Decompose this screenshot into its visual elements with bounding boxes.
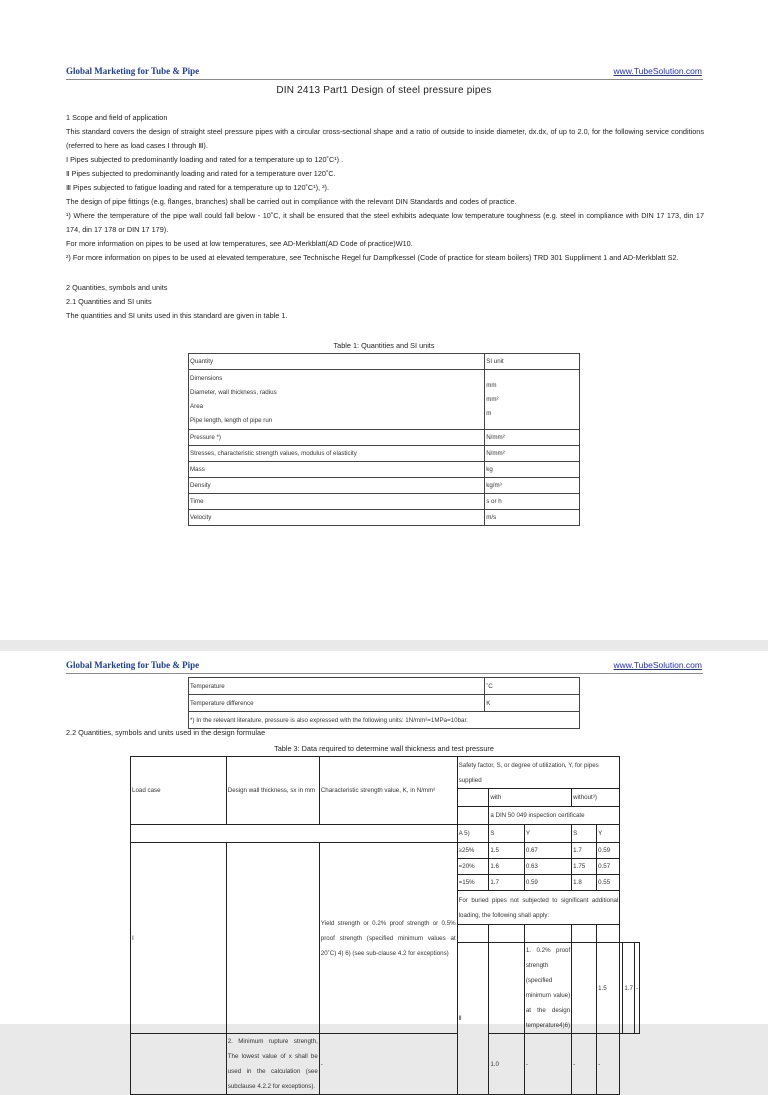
table-row: [189, 478, 580, 494]
header-divider: [66, 673, 703, 674]
table-cell: 1.5: [597, 943, 620, 1034]
table-cell: Quantity: [189, 354, 485, 370]
table-cell: -: [597, 1034, 620, 1095]
table-cell: [524, 925, 571, 943]
header-cell: Safety factor, S, or degree of utilization, Y, for pipes supplied: [457, 757, 620, 789]
table-cell: 0.55: [597, 875, 620, 891]
table-row: [189, 678, 580, 695]
table-cell: [489, 925, 525, 943]
table-cell: ˚C: [485, 678, 580, 695]
table-cell: -: [634, 943, 639, 1034]
table-cell: Density: [189, 478, 485, 494]
cell-line: mm²: [486, 395, 499, 403]
table-row: [189, 430, 580, 446]
header-cell: without³): [572, 789, 620, 807]
cell-line: Area: [190, 402, 204, 410]
table-row: [189, 462, 580, 478]
page-title: DIN 2413 Part1 Design of steel pressure pipes: [276, 85, 492, 96]
table-cell: kg: [485, 462, 580, 478]
header-company: Global Marketing for Tube & Pipe: [66, 66, 200, 76]
table-cell: kg/m³: [485, 478, 580, 494]
table-row: [189, 712, 580, 729]
table-row: [189, 446, 580, 462]
table-cell: [131, 825, 458, 843]
table-cell: [457, 807, 489, 825]
document-page-2: [0, 651, 768, 1090]
table-cell: -: [524, 1034, 571, 1095]
table-cell: [597, 925, 620, 943]
table-cell: Velocity: [189, 510, 485, 526]
table-cell: 0.57: [597, 859, 620, 875]
table-cell: [457, 789, 489, 807]
paragraph: The quantities and SI units used in this standard are given in table 1.: [66, 311, 288, 320]
subsection-heading: 2.1 Quantities and SI units: [66, 297, 152, 306]
paragraph: Ⅲ Pipes subjected to fatigue loading and rated for a temperature up to 120˚C¹), ²).: [66, 183, 330, 192]
header-cell: with: [489, 789, 572, 807]
table-cell: 1.6: [489, 859, 525, 875]
table-caption: Table 3: Data required to determine wall thickness and test pressure: [274, 744, 494, 753]
table-cell: [131, 1034, 227, 1095]
header-website-link[interactable]: www.TubeSolution.com: [613, 66, 702, 76]
table-cell: 0.59: [524, 875, 571, 891]
paragraph: Ⅰ Pipes subjected to predominantly loading and rated for a temperature up to 120˚C¹) .: [66, 155, 344, 164]
table-cell: Pressure *): [189, 430, 485, 446]
load-case-cell: Ⅱ: [457, 943, 489, 1095]
header-cell: Characteristic strength value, K, in N/mm²: [319, 757, 457, 825]
paragraph: Ⅱ Pipes subjected to predominantly loading and rated for a temperature over 120˚C.: [66, 169, 336, 178]
table-cell: [485, 370, 580, 430]
table-cell: 0.63: [524, 859, 571, 875]
table-cell: SI unit: [485, 354, 580, 370]
table-row: [131, 825, 640, 843]
section-heading: 2 Quantities, symbols and units: [66, 283, 168, 292]
units-table-continued: [188, 677, 580, 729]
table-cell: -: [572, 1034, 597, 1095]
table-caption: Table 1: Quantities and SI units: [333, 341, 435, 350]
table-cell: [457, 925, 489, 943]
paragraph: The design of pipe fittings (e.g. flanges, branches) shall be carried out in compliance with the relevant DIN Standards and codes of practice.: [66, 197, 517, 206]
table-cell: 0.67: [524, 843, 571, 859]
table-cell: N/mm²: [485, 446, 580, 462]
header-cell: Y: [597, 825, 620, 843]
table-cell: 1.0: [489, 1034, 525, 1095]
table-cell: =20%: [457, 859, 489, 875]
table-cell: [226, 843, 319, 1034]
section-heading: 2.2 Quantities, symbols and units used in the design formulae: [66, 728, 266, 737]
load-case-cell: Ⅰ: [131, 843, 227, 1034]
table-row: [189, 354, 580, 370]
table-footnote: *) In the relevant literature, pressure is also expressed with the following units: 1N/mm²=1MPa=10bar.: [189, 712, 580, 729]
table-cell: 1.75: [572, 859, 597, 875]
header-cell: S: [572, 825, 597, 843]
strength-cell: 1. 0.2% proof strength (specified minimum value) at the design temperature4)6): [524, 943, 571, 1034]
cell-line: Dimensions: [190, 374, 223, 382]
table-cell: Time: [189, 494, 485, 510]
table-row: [189, 510, 580, 526]
header-divider: [66, 79, 703, 80]
table-cell: Mass: [189, 462, 485, 478]
header-cell: Load case: [131, 757, 227, 825]
header-website-link[interactable]: www.TubeSolution.com: [613, 660, 702, 670]
table-cell: N/mm²: [485, 430, 580, 446]
cell-line: mm: [486, 381, 497, 389]
table-cell: s or h: [485, 494, 580, 510]
buried-pipes-note: For buried pipes not subjected to significant additional loading, the following shall apply:: [457, 891, 620, 925]
cell-line: Pipe length, length of pipe run: [190, 416, 273, 424]
table-cell: [189, 370, 485, 430]
paragraph: For more information on pipes to be used at low temperatures, see AD-Merkblatt(AD Code of practice)W10.: [66, 239, 413, 248]
header-cell: Design wall thickness, sx in mm: [226, 757, 319, 825]
header-cell: a DIN 50 049 inspection certificate: [489, 807, 620, 825]
table-cell: 1.5: [489, 843, 525, 859]
wall-thickness-table: [130, 756, 640, 1095]
cell-line: m: [486, 409, 492, 417]
units-table: [188, 353, 580, 526]
table-row: [131, 757, 640, 789]
header-cell: S: [489, 825, 525, 843]
paragraph: ²) For more information on pipes to be used at elevated temperature, see Technische Regel fur Dampfkessel (Code of practice for steam boilers) TRD 301 Suppliment 1 and AD-Merkblatt S2.: [66, 253, 679, 262]
table-cell: ≥25%: [457, 843, 489, 859]
table-row: [189, 494, 580, 510]
table-cell: Stresses, characteristic strength values, modulus of elasticity: [189, 446, 485, 462]
table-cell: 1.8: [572, 875, 597, 891]
table-row: [131, 843, 640, 859]
strength-cell: Yield strength or 0.2% proof strength or 0.5% proof strength (specified minimum values at 20˚C) 4) 6) (see sub-clause 4.2 for exceptions): [319, 843, 457, 1034]
table-cell: Temperature: [189, 678, 485, 695]
cell-line: Diameter, wall thickness, radius: [190, 388, 277, 396]
header-company: Global Marketing for Tube & Pipe: [66, 660, 200, 670]
table-row: [189, 370, 580, 430]
table-cell: [572, 943, 597, 1034]
table-cell: m/s: [485, 510, 580, 526]
table-cell: [489, 943, 525, 1034]
header-cell: Y: [524, 825, 571, 843]
strength-cell: 2. Minimum rupture strength, The lowest value of x shall be used in the calculation (see subclause 4.2.2 for exceptions).: [226, 1034, 319, 1095]
table-row: [131, 1034, 640, 1095]
paragraph: ¹) Where the temperature of the pipe wall could fall below - 10˚C, it shall be ensured that the steel exhibits adequate low temperature toughness (e.g. steel in compliance with DIN 17 173, din 17 174, din 17 178 or DIN 17 179).: [66, 211, 704, 234]
table-cell: 0.59: [597, 843, 620, 859]
header-cell: A 5): [457, 825, 489, 843]
table-cell: Temperature difference: [189, 695, 485, 712]
table-cell: 1.7: [572, 843, 597, 859]
table-cell: [572, 925, 597, 943]
table-cell: =15%: [457, 875, 489, 891]
table-row: [189, 695, 580, 712]
table-cell: -: [319, 1034, 457, 1095]
section-heading: 1 Scope and field of application: [66, 113, 168, 122]
table-cell: K: [485, 695, 580, 712]
table-cell: 1.7: [489, 875, 525, 891]
table-cell: 1.7: [623, 943, 635, 1034]
paragraph: This standard covers the design of straight steel pressure pipes with a circular cross-sectional shape and a ratio of outside to inside diameter, dx.dx, of up to 2.0, for the following service conditions (referred to here as load cases Ⅰ through Ⅲ).: [66, 127, 704, 150]
document-body: [66, 111, 704, 323]
